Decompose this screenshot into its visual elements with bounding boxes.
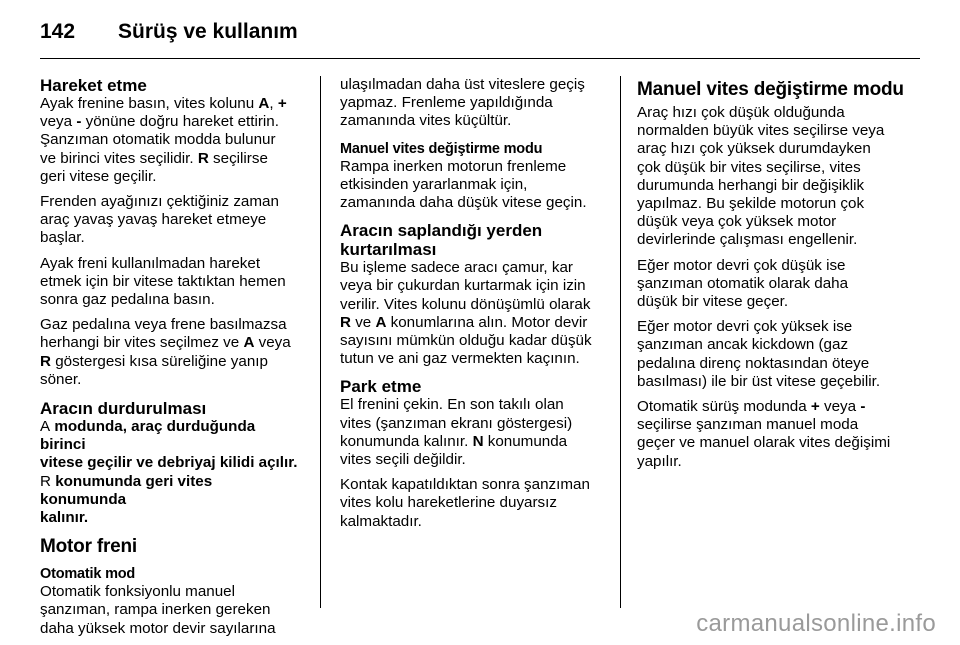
- bold-symbol: konumunda geri vites konumunda kalınır.: [40, 472, 213, 527]
- bold-symbol: N: [472, 432, 484, 450]
- column-divider: [320, 76, 321, 608]
- bold-symbol: R: [340, 313, 351, 331]
- bold-symbol: -: [76, 113, 82, 131]
- paragraph: Kontak kapatıldıktan sonra şanzıman vites kolu hareketlerine duyarsız kalmaktadır.: [340, 476, 590, 530]
- bold-symbol: A: [375, 313, 387, 331]
- page-number: 142: [40, 20, 76, 43]
- subsection-title-otomatik-mod: Otomatik mod: [40, 566, 136, 583]
- section-title-saplanma: Aracın saplandığı yerden kurtarılması: [340, 221, 543, 260]
- column-2: [340, 76, 605, 538]
- header-rule: [40, 58, 920, 59]
- bold-symbol: A: [258, 95, 270, 112]
- subsection-title-manuel-mod: Manuel vites değiştirme modu: [340, 140, 543, 157]
- paragraph: El frenini çekin. En son takılı olan vites (şanzıman ekranı göstergesi) konumunda kalınır. N konumunda vites seçili değildir.: [340, 396, 573, 469]
- bold-symbol: R: [197, 149, 209, 167]
- column-3: [637, 79, 905, 478]
- bold-symbol: +: [277, 95, 287, 112]
- paragraph: Eğer motor devri çok düşük ise şanzıman otomatik olarak daha düşük bir vitese geçer.: [637, 256, 849, 311]
- column-divider: [620, 76, 621, 608]
- bold-symbol: A: [243, 334, 255, 352]
- section-title-hareket: Hareket etme: [40, 76, 147, 95]
- paragraph: Bu işleme sadece aracı çamur, kar veya bir çukurdan kurtarmak için izin verilir. Vites kolunu dönüşümlü olarak R ve A konumlarına alın. Motor devir sayısını mümkün olduğu kadar düşük tutun ve ani gaz vermekten kaçının.: [340, 259, 592, 368]
- paragraph: Araç hızı çok düşük olduğunda normalden büyük vites seçilirse veya araç hızı çok yüksek durumdayken çok düşük bir vites seçilirse, vites durumunda herhangi bir değişiklik yapılmaz. Bu şekilde motorun çok düşük veya çok yüksek motor devirlerinde çalışması engellenir.: [637, 104, 885, 249]
- section-title-motor-freni: Motor freni: [40, 536, 138, 558]
- bold-symbol: -: [860, 398, 866, 416]
- paragraph: ulaşılmadan daha üst viteslere geçiş yapmaz. Frenleme yapıldığında zamanında vites küçültür.: [340, 76, 585, 130]
- section-title-durdurma: Aracın durdurulması: [40, 399, 207, 419]
- paragraph: Ayak freni kullanılmadan hareket etmek için bir vitese taktıktan hemen sonra gaz pedalına basın.: [40, 254, 286, 309]
- section-title-park: Park etme: [340, 377, 422, 397]
- page-header: [40, 20, 920, 50]
- paragraph: Gaz pedalına veya frene basılmazsa herhangi bir vites seçilmez ve A veya R göstergesi kısa süreliğine yanıp söner.: [40, 316, 291, 388]
- bold-symbol: +: [810, 398, 820, 416]
- column-1: [40, 76, 302, 645]
- paragraph: Rampa inerken motorun frenleme etkisinden yararlanmak için, zamanında daha düşük vitese geçin.: [340, 157, 587, 212]
- paragraph: A modunda, araç durduğunda birinci vitese geçilir ve debriyaj kilidi açılır. R konumunda geri vites konumunda kalınır.: [40, 418, 298, 527]
- paragraph: Otomatik sürüş modunda + veya - seçilirse şanzıman manuel moda geçer ve manuel olarak vites değişimi yapılır.: [637, 398, 891, 470]
- paragraph: Frenden ayağınızı çektiğiniz zaman araç yavaş yavaş hareket etmeye başlar.: [40, 193, 279, 247]
- paragraph: Ayak frenine basın, vites kolunu A, + veya - yönüne doğru hareket ettirin. Şanzıman otomatik modda bulunur ve birinci vites seçilidir. R seçilirse geri vitese geçilir.: [40, 95, 287, 185]
- running-title: Sürüş ve kullanım: [118, 20, 298, 43]
- section-title-manuel-vites: Manuel vites değiştirme modu: [637, 79, 904, 100]
- bold-symbol: modunda, araç durduğunda birinci vitese geçilir ve debriyaj kilidi açılır.: [40, 418, 298, 472]
- paragraph: Eğer motor devri çok yüksek ise şanzıman ancak kickdown (gaz pedalına direnç noktasından öteye basılması) ile bir üst vitese geçebilir.: [637, 318, 881, 390]
- watermark: carmanualsonline.info: [696, 610, 936, 637]
- paragraph: Otomatik fonksiyonlu manuel şanzıman, rampa inerken gereken daha yüksek motor devir sayılarına: [40, 583, 276, 637]
- bold-symbol: R: [40, 352, 51, 370]
